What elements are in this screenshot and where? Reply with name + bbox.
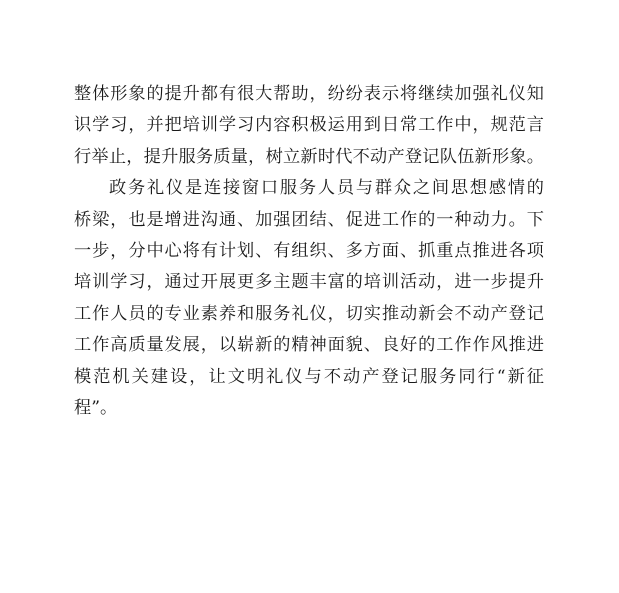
text-line: 桥梁，也是增进沟通、加强团结、促进工作的一种动力。下 <box>74 209 544 230</box>
paragraph-1 <box>74 79 544 173</box>
body-text <box>74 79 544 424</box>
text-line: 政务礼仪是连接窗口服务人员与群众之间思想感情的 <box>109 178 544 199</box>
text-line: 培训学习，通过开展更多主题丰富的培训活动，进一步提升 <box>74 272 544 293</box>
text-line: 识学习，并把培训学习内容积极运用到日常工作中，规范言 <box>74 115 544 136</box>
text-line: 模范机关建设，让文明礼仪与不动产登记服务同行“新征 <box>74 366 544 387</box>
text-line: 程”。 <box>74 397 118 418</box>
paragraph-2 <box>74 173 544 424</box>
text-line: 工作人员的专业素养和服务礼仪，切实推动新会不动产登记 <box>74 303 544 324</box>
text-line: 行举止，提升服务质量，树立新时代不动产登记队伍新形象。 <box>74 146 544 167</box>
text-line: 工作高质量发展，以崭新的精神面貌、良好的工作作风推进 <box>74 335 544 356</box>
text-line: 整体形象的提升都有很大帮助，纷纷表示将继续加强礼仪知 <box>74 84 544 104</box>
text-line: 一步，分中心将有计划、有组织、多方面、抓重点推进各项 <box>74 240 544 261</box>
